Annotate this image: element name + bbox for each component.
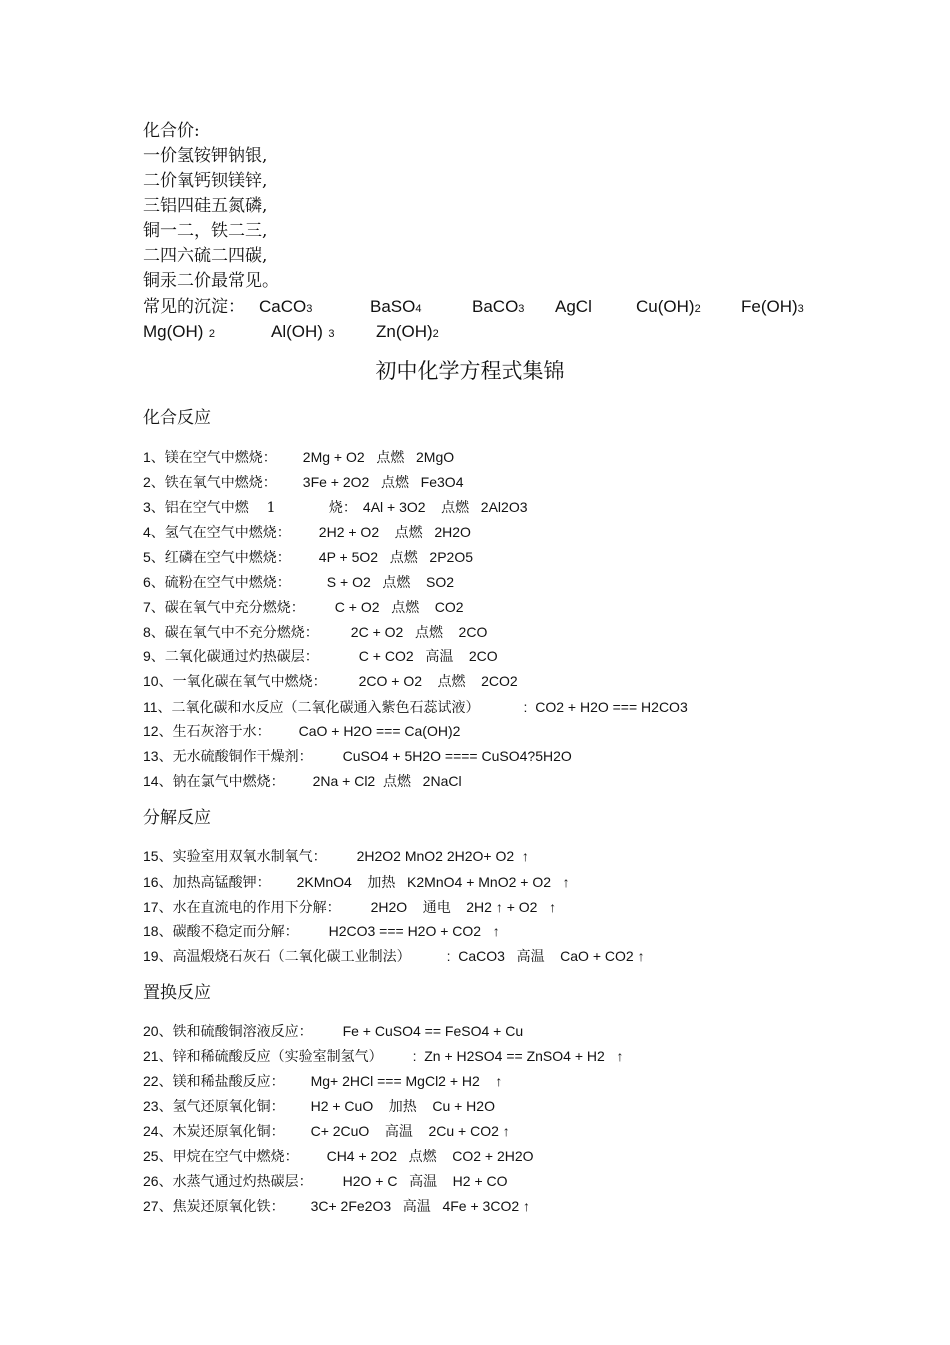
equation-row: 22、镁和稀盐酸反应： Mg+ 2HCl === MgCl2 + H2 ↑ xyxy=(143,1073,503,1090)
equation-row: 9、二氧化碳通过灼热碳层： C + CO2 高温 2CO xyxy=(143,648,498,665)
equation-row: 5、红磷在空气中燃烧： 4P + 5O2 点燃 2P2O5 xyxy=(143,549,474,566)
equation-row: 16、加热高锰酸钾： 2KMnO4 加热 K2MnO4 + MnO2 + O2 ↑ xyxy=(143,874,570,891)
equation-row: 25、甲烷在空气中燃烧： CH4 + 2O2 点燃 CO2 + 2H2O xyxy=(143,1148,534,1165)
equation-row: 2、铁在氧气中燃烧： 3Fe + 2O2 点燃 Fe3O4 xyxy=(143,474,464,491)
precipitate-formula: AgCl xyxy=(555,297,592,316)
precipitate-formula: BaSO4 xyxy=(370,297,422,316)
equation-row: 26、水蒸气通过灼热碳层： H2O + C 高温 H2 + CO xyxy=(143,1173,508,1190)
mnemonic-line: 二价氧钙钡镁锌, xyxy=(143,171,268,191)
equation-row: 18、碳酸不稳定而分解： H2CO3 === H2O + CO2 ↑ xyxy=(143,923,500,940)
equation-row: 24、木炭还原氧化铜： C+ 2CuO 高温 2Cu + CO2 ↑ xyxy=(143,1123,510,1140)
equation-row: 8、碳在氧气中不充分燃烧： 2C + O2 点燃 2CO xyxy=(143,624,488,641)
mnemonic-line: 一价氢铵钾钠银, xyxy=(143,146,268,166)
equation-row: 17、水在直流电的作用下分解： 2H2O 通电 2H2 ↑ + O2 ↑ xyxy=(143,899,557,916)
equation-row: 11、二氧化碳和水反应（二氧化碳通入紫色石蕊试液） : CO2 + H2O === H2CO3 xyxy=(143,699,688,716)
precipitates-label: 常见的沉淀： xyxy=(143,297,245,317)
precipitate-formula: Fe(OH)3 xyxy=(741,297,804,316)
equation-row: 20、铁和硫酸铜溶液反应： Fe + CuSO4 == FeSO4 + Cu xyxy=(143,1023,524,1040)
precipitate-formula: Zn(OH)2 xyxy=(376,322,439,341)
mnemonic-line: 三铝四硅五氮磷, xyxy=(143,196,268,216)
precipitate-formula: BaCO3 xyxy=(472,297,525,316)
section-heading: 分解反应 xyxy=(143,808,211,828)
equation-row: 15、实验室用双氧水制氧气： 2H2O2 MnO2 2H2O+ O2 ↑ xyxy=(143,848,529,865)
equation-row: 6、硫粉在空气中燃烧： S + O2 点燃 SO2 xyxy=(143,574,455,591)
equation-row: 10、一氧化碳在氧气中燃烧： 2CO + O2 点燃 2CO2 xyxy=(143,673,518,690)
precipitate-formula: CaCO3 xyxy=(259,297,313,316)
equation-row: 12、生石灰溶于水： CaO + H2O === Ca(OH)2 xyxy=(143,723,461,740)
equation-row: 13、无水硫酸铜作干燥剂： CuSO4 + 5H2O ==== CuSO4?5H2O xyxy=(143,748,572,765)
equation-row: 19、高温煅烧石灰石（二氧化碳工业制法） : CaCO3 高温 CaO + CO2 ↑ xyxy=(143,948,645,965)
mnemonic-line: 铜汞二价最常见。 xyxy=(143,271,279,291)
equation-row: 3、铝在空气中燃 1 烧： 4Al + 3O2 点燃 2Al2O3 xyxy=(143,499,528,516)
page-title: 初中化学方程式集锦 xyxy=(375,359,565,383)
equation-row: 21、锌和稀硫酸反应（实验室制氢气） : Zn + H2SO4 == ZnSO4 + H2 ↑ xyxy=(143,1048,624,1065)
equation-row: 1、镁在空气中燃烧： 2Mg + O2 点燃 2MgO xyxy=(143,449,455,466)
equation-row: 4、氢气在空气中燃烧： 2H2 + O2 点燃 2H2O xyxy=(143,524,471,541)
equation-row: 7、碳在氧气中充分燃烧： C + O2 点燃 CO2 xyxy=(143,599,464,616)
equation-row: 23、氢气还原氧化铜： H2 + CuO 加热 Cu + H2O xyxy=(143,1098,495,1115)
valence-heading: 化合价: xyxy=(143,121,200,141)
precipitate-formula: Cu(OH)2 xyxy=(636,297,701,316)
mnemonic-line: 铜一二，铁二三, xyxy=(143,221,268,241)
section-heading: 化合反应 xyxy=(143,408,211,428)
equation-row: 27、焦炭还原氧化铁： 3C+ 2Fe2O3 高温 4Fe + 3CO2 ↑ xyxy=(143,1198,531,1215)
mnemonic-line: 二四六硫二四碳, xyxy=(143,246,268,266)
section-heading: 置换反应 xyxy=(143,983,211,1003)
equation-row: 14、钠在氯气中燃烧： 2Na + Cl2 点燃 2NaCl xyxy=(143,773,462,790)
precipitate-formula: Al(OH) 3 xyxy=(271,322,335,341)
precipitate-formula: Mg(OH) 2 xyxy=(143,322,215,341)
